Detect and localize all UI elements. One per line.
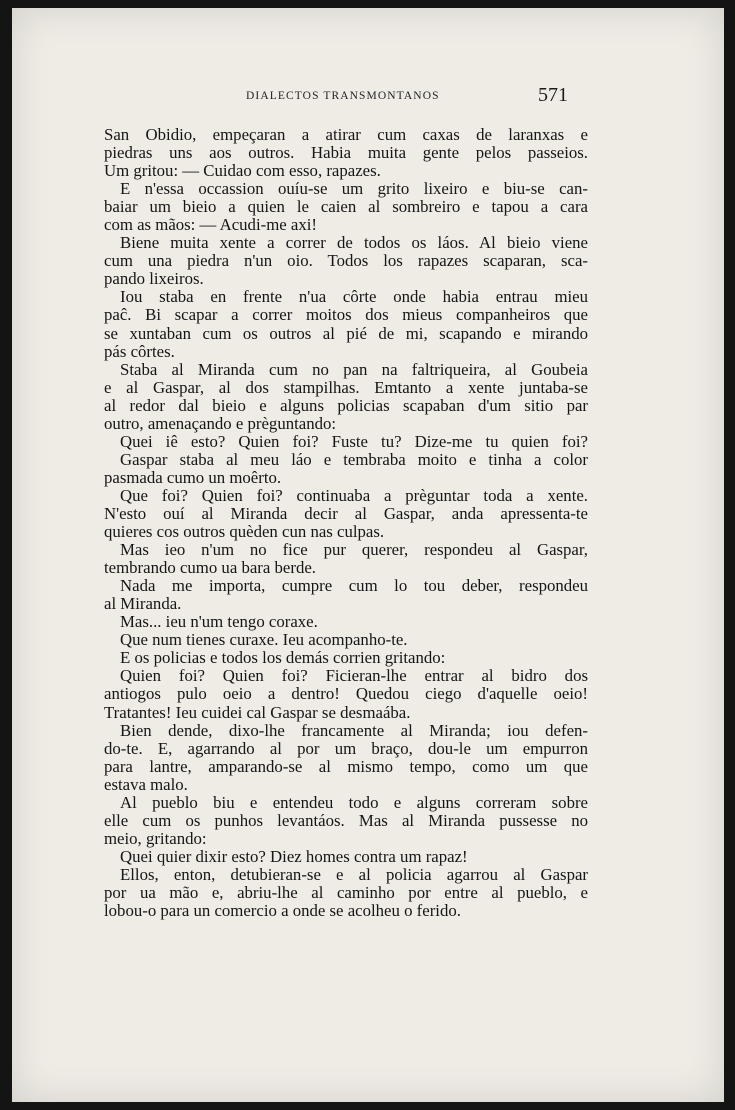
text-line: pasmada cumo un moêrto.: [104, 467, 282, 487]
text-line: Quei iê esto? Quien foi? Fuste tu? Dize-me tu quien foi?: [120, 432, 588, 451]
text-line: E n'essa occassion ouíu-se um grito lixeiro e biu-se can-: [120, 180, 588, 199]
text-line: se xuntaban cum os outros al pié de mi, scapando e mirando: [104, 324, 588, 343]
body-text: [104, 126, 588, 920]
text-line: antiogos pulo oeio a dentro! Quedou ciego d'aquelle oeio!: [104, 685, 588, 704]
text-line: e al Gaspar, al dos stampilhas. Emtanto a xente juntaba-se: [104, 378, 588, 397]
page-number: 571: [538, 84, 568, 106]
text-line: baiar um bieio a quien le caien al sombreiro e tapou a cara: [104, 198, 588, 217]
text-line: Um gritou: — Cuidao com esso, rapazes.: [104, 161, 381, 181]
text-line: San Obidio, empeçaran a atirar cum caxas de laranxas e: [104, 126, 588, 144]
text-line: pando lixeiros.: [104, 269, 204, 289]
text-line: Nada me importa, cumpre cum lo tou deber, respondeu: [120, 577, 588, 596]
text-line: E os policias e todos los demás corrien gritando:: [120, 648, 446, 668]
text-line: N'esto ouí al Miranda decir al Gaspar, anda apressenta-te: [104, 504, 588, 523]
text-line: Mas... ieu n'um tengo coraxe.: [120, 612, 318, 632]
text-line: piedras uns aos outros. Habia muita gente pelos passeios.: [104, 144, 588, 163]
text-line: al redor dal bieio e alguns policias scapaban d'um sitio par: [104, 396, 588, 415]
running-title: DIALECTOS TRANSMONTANOS: [246, 90, 440, 102]
page-header: [0, 84, 735, 108]
text-line: para lantre, amparando-se al mismo tempo, como um que: [104, 757, 588, 776]
text-line: paĉ. Bi scapar a correr moitos dos mieus companheiros que: [104, 306, 588, 325]
text-line: Ellos, enton, detubieran-se e al policia agarrou al Gaspar: [120, 865, 588, 884]
text-line: elle cum os punhos levantáos. Mas al Miranda pussesse no: [104, 811, 588, 830]
text-line: Tratantes! Ieu cuidei cal Gaspar se desmaába.: [104, 702, 411, 722]
text-line: do-te. E, agarrando al por um braço, dou-le um empurron: [104, 739, 588, 758]
text-line: Quei quier dixir esto? Diez homes contra um rapaz!: [120, 846, 468, 866]
text-line: Al pueblo biu e entendeu todo e alguns correram sobre: [120, 793, 588, 812]
text-line: Staba al Miranda cum no pan na faltriqueira, al Goubeia: [120, 360, 588, 379]
text-line: Quien foi? Quien foi? Ficieran-lhe entrar al bidro dos: [120, 667, 588, 686]
text-line: tembrando cumo ua bara berde.: [104, 558, 317, 578]
text-line: lobou-o para un comercio a onde se acolheu o ferido.: [104, 901, 461, 921]
text-line: meio, gritando:: [104, 828, 207, 848]
text-line: Que foi? Quien foi? continuaba a prèguntar toda a xente.: [120, 486, 588, 505]
text-line: pás côrtes.: [104, 341, 175, 361]
text-line: Gaspar staba al meu láo e tembraba moito e tinha a color: [120, 450, 588, 469]
text-line: Bien dende, dixo-lhe francamente al Miranda; iou defen-: [120, 721, 588, 740]
text-line: Mas ieo n'um no fice pur querer, respondeu al Gaspar,: [120, 541, 588, 560]
text-line: outro, amenaçando e prèguntando:: [104, 413, 337, 433]
text-line: al Miranda.: [104, 594, 182, 614]
text-line: quieres cos outros quèden cun nas culpas.: [104, 522, 385, 542]
text-line: Biene muita xente a correr de todos os láos. Al bieio viene: [120, 234, 588, 253]
text-line: estava malo.: [104, 774, 188, 794]
text-line: por ua mão e, abriu-lhe al caminho por entre al pueblo, e: [104, 883, 588, 902]
text-line: Que num tienes curaxe. Ieu acompanho-te.: [120, 630, 408, 650]
text-line: com as mãos: — Acudi-me axi!: [104, 215, 317, 235]
text-line: cum una piedra n'un oio. Todos los rapazes scaparan, sca-: [104, 252, 588, 271]
text-line: Iou staba en frente n'ua côrte onde habia entrau mieu: [120, 288, 588, 307]
